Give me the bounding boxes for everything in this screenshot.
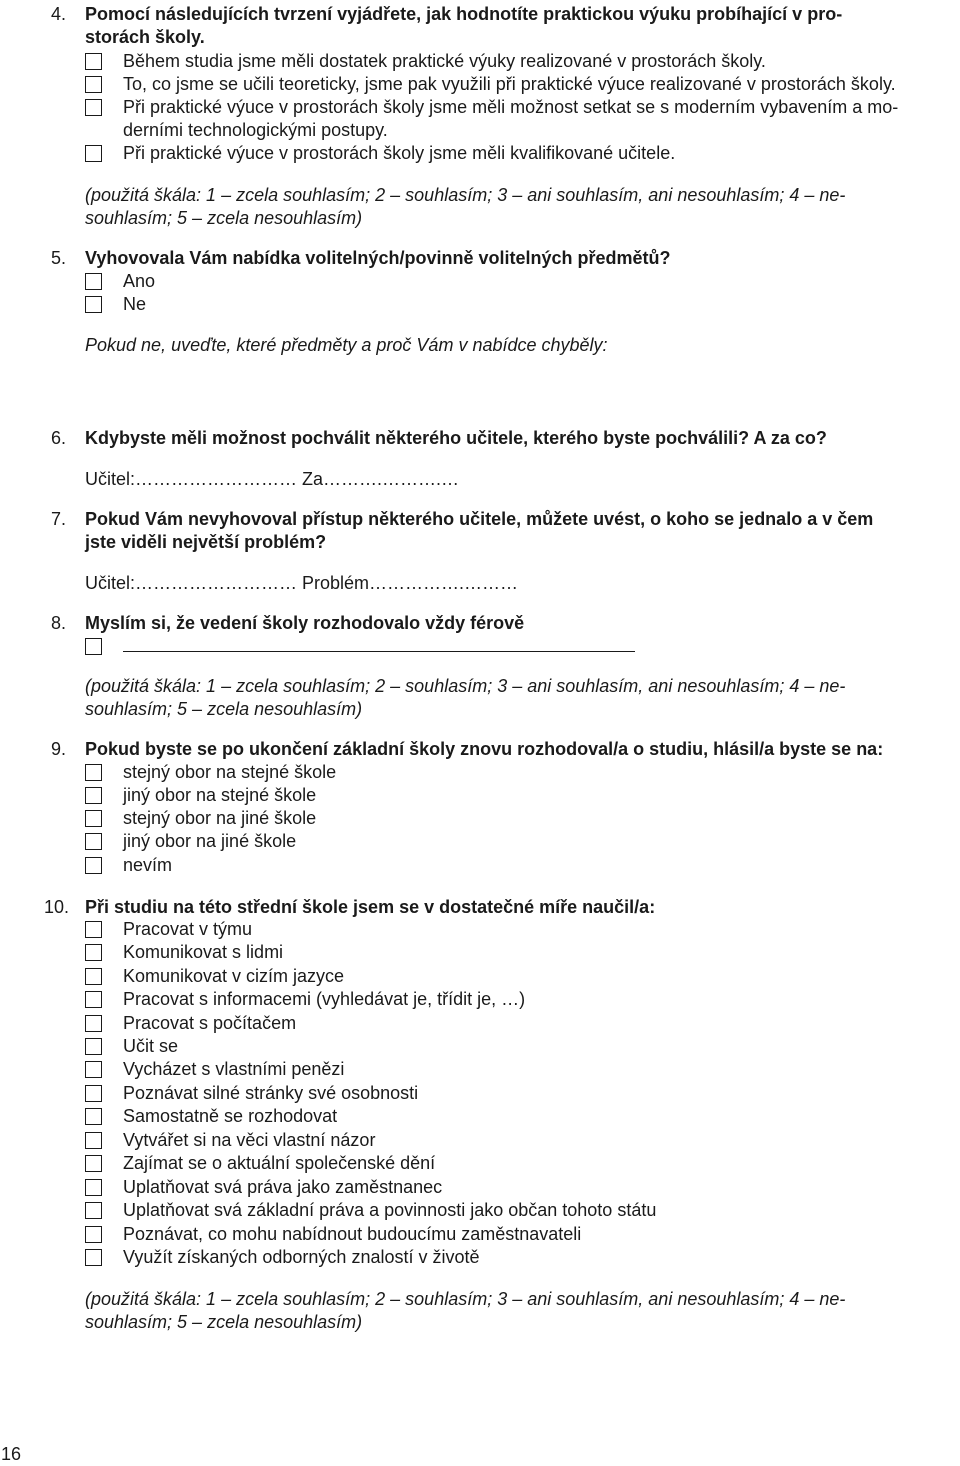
q10-option-label: Uplatňovat svá práva jako zaměstnanec: [123, 1177, 443, 1197]
question-10-title: Při studiu na této střední škole jsem se v dostatečné míře naučil/a:: [85, 897, 656, 917]
checkbox[interactable]: [85, 76, 102, 93]
q10-option-label: Využít získaných odborných znalostí v životě: [123, 1247, 480, 1267]
q10-option-label: Pracovat v týmu: [123, 919, 253, 939]
q10-option-label: Poznávat, co mohu nabídnout budoucímu zaměstnavateli: [123, 1224, 582, 1244]
checkbox[interactable]: [85, 1155, 102, 1172]
q10-scale-note-cont: souhlasím; 5 – zcela nesouhlasím): [85, 1312, 363, 1332]
checkbox[interactable]: [85, 1038, 102, 1055]
checkbox[interactable]: [85, 1249, 102, 1266]
q10-option-label: Vytvářet si na věci vlastní názor: [123, 1130, 376, 1150]
checkbox[interactable]: [85, 638, 102, 655]
q4-item-label: Při praktické výuce v prostorách školy jsme měli možnost setkat se s moderním vybavením a mo-: [123, 97, 899, 117]
checkbox[interactable]: [85, 1108, 102, 1125]
q9-option-label: jiný obor na jiné škole: [123, 831, 297, 851]
q10-option-label: Samostatně se rozhodovat: [123, 1106, 338, 1126]
checkbox[interactable]: [85, 1015, 102, 1032]
checkbox[interactable]: [85, 145, 102, 162]
q4-item-label-cont: derními technologickými postupy.: [123, 120, 388, 140]
checkbox[interactable]: [85, 857, 102, 874]
q5-option-label: Ano: [123, 271, 156, 291]
question-4-title-cont: storách školy.: [85, 27, 205, 47]
question-7-title: Pokud Vám nevyhovoval přístup některého učitele, můžete uvést, o koho se jednalo a v čem: [85, 509, 874, 529]
q9-option-label: stejný obor na stejné škole: [123, 762, 337, 782]
checkbox[interactable]: [85, 273, 102, 290]
question-8-number: 8.: [51, 613, 67, 633]
question-9-title: Pokud byste se po ukončení základní školy znovu rozhodoval/a o studiu, hlásil/a byste se na:: [85, 739, 884, 759]
q4-scale-note: (použitá škála: 1 – zcela souhlasím; 2 – souhlasím; 3 – ani souhlasím, ani nesouhlasím; 4 – ne-: [85, 185, 846, 205]
q9-option-label: stejný obor na jiné škole: [123, 808, 317, 828]
question-4-title: Pomocí následujících tvrzení vyjádřete, jak hodnotíte praktickou výuku probíhající v pro-: [85, 4, 843, 24]
question-7-title-cont: jste viděli největší problém?: [85, 532, 327, 552]
question-6-title: Kdybyste měli možnost pochválit některého učitele, kterého byste pochválili? A za co?: [85, 428, 827, 448]
question-9-number: 9.: [51, 739, 67, 759]
q8-scale-note-cont: souhlasím; 5 – zcela nesouhlasím): [85, 699, 363, 719]
checkbox[interactable]: [85, 810, 102, 827]
q4-item-label: To, co jsme se učili teoreticky, jsme pak využili při praktické výuce realizované v prostorách školy.: [123, 74, 896, 94]
q5-followup: Pokud ne, uveďte, které předměty a proč Vám v nabídce chyběly:: [85, 335, 608, 355]
q10-option-label: Pracovat s počítačem: [123, 1013, 297, 1033]
checkbox[interactable]: [85, 296, 102, 313]
checkbox[interactable]: [85, 1132, 102, 1149]
q7-answer-line[interactable]: Učitel:……………………… Problém…………….………: [85, 573, 519, 593]
checkbox[interactable]: [85, 944, 102, 961]
q10-option-label: Poznávat silné stránky své osobnosti: [123, 1083, 419, 1103]
checkbox[interactable]: [85, 764, 102, 781]
q9-option-label: jiný obor na stejné škole: [123, 785, 317, 805]
checkbox[interactable]: [85, 968, 102, 985]
question-4-number: 4.: [51, 4, 67, 24]
q4-scale-note-cont: souhlasím; 5 – zcela nesouhlasím): [85, 208, 363, 228]
checkbox[interactable]: [85, 833, 102, 850]
question-5-number: 5.: [51, 248, 67, 268]
q10-option-label: Vycházet s vlastními penězi: [123, 1059, 345, 1079]
checkbox[interactable]: [85, 991, 102, 1008]
checkbox[interactable]: [85, 1085, 102, 1102]
q10-option-label: Komunikovat v cizím jazyce: [123, 966, 345, 986]
q10-option-label: Uplatňovat svá základní práva a povinnosti jako občan tohoto státu: [123, 1200, 657, 1220]
checkbox[interactable]: [85, 1061, 102, 1078]
page-number: 16: [1, 1444, 22, 1464]
checkbox[interactable]: [85, 787, 102, 804]
q6-answer-line[interactable]: Učitel:……………………… Za……….……….…: [85, 469, 460, 489]
q4-item-label: Při praktické výuce v prostorách školy jsme měli kvalifikované učitele.: [123, 143, 676, 163]
checkbox[interactable]: [85, 99, 102, 116]
q4-item-label: Během studia jsme měli dostatek praktické výuky realizované v prostorách školy.: [123, 51, 766, 71]
question-8-title: Myslím si, že vedení školy rozhodovalo vždy férově: [85, 613, 525, 633]
answer-underline[interactable]: [123, 651, 635, 652]
checkbox[interactable]: [85, 1179, 102, 1196]
checkbox[interactable]: [85, 53, 102, 70]
checkbox[interactable]: [85, 1226, 102, 1243]
question-10-number: 10.: [44, 897, 70, 917]
q8-scale-note: (použitá škála: 1 – zcela souhlasím; 2 – souhlasím; 3 – ani souhlasím, ani nesouhlasím; 4 – ne-: [85, 676, 846, 696]
checkbox[interactable]: [85, 921, 102, 938]
q10-scale-note: (použitá škála: 1 – zcela souhlasím; 2 – souhlasím; 3 – ani souhlasím, ani nesouhlasím; 4 – ne-: [85, 1289, 846, 1309]
question-6-number: 6.: [51, 428, 67, 448]
question-5-title: Vyhovovala Vám nabídka volitelných/povinně volitelných předmětů?: [85, 248, 671, 268]
q10-option-label: Komunikovat s lidmi: [123, 942, 284, 962]
question-7-number: 7.: [51, 509, 67, 529]
checkbox[interactable]: [85, 1202, 102, 1219]
q5-option-label: Ne: [123, 294, 147, 314]
q9-option-label: nevím: [123, 855, 173, 875]
q10-option-label: Pracovat s informacemi (vyhledávat je, třídit je, …): [123, 989, 526, 1009]
q10-option-label: Zajímat se o aktuální společenské dění: [123, 1153, 436, 1173]
q10-option-label: Učit se: [123, 1036, 179, 1056]
